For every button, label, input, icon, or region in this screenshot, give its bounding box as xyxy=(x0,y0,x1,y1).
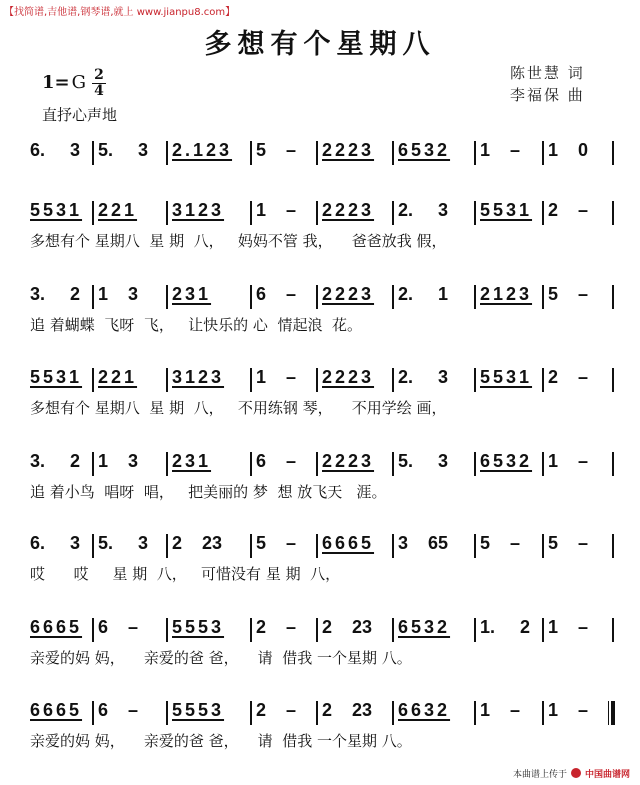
key-prefix: 1= xyxy=(42,72,70,93)
lyrics-line: 追 着蝴蝶 飞呀 飞， 让快乐的 心 情起浪 花。 xyxy=(30,316,362,334)
upload-note: 本曲谱上传于 xyxy=(512,770,567,780)
barline xyxy=(474,534,476,558)
lyrics-line: 哎 哎 星 期 八， 可惜没有 星 期 八， xyxy=(30,565,341,583)
barline xyxy=(250,285,252,309)
barline xyxy=(542,368,544,392)
barline xyxy=(612,285,614,309)
measure: 1 – xyxy=(480,140,521,160)
measure: 2.123 xyxy=(172,140,233,160)
barline xyxy=(166,201,168,225)
measure: 2 – xyxy=(548,200,589,220)
measure: 6 – xyxy=(256,284,297,304)
score-line xyxy=(0,284,640,344)
barline xyxy=(92,201,94,225)
measure: 2223 xyxy=(322,140,375,160)
measure: 1 3 xyxy=(98,284,139,304)
barline xyxy=(166,618,168,642)
measure: 2 – xyxy=(256,617,297,637)
time-top: 2 xyxy=(94,67,104,83)
barline xyxy=(250,141,252,165)
measure: 5 – xyxy=(256,140,297,160)
measure: 2. 1 xyxy=(398,284,449,304)
measure: 5531 xyxy=(30,367,83,387)
barline xyxy=(92,618,94,642)
barline xyxy=(542,701,544,725)
lyrics-line: 亲爱的妈 妈， 亲爱的爸 爸， 请 借我 一个星期 八。 xyxy=(30,649,412,667)
tempo-marking: 直抒心声地 xyxy=(42,106,118,124)
barline xyxy=(612,452,614,476)
measure: 2 – xyxy=(256,700,297,720)
song-title: 多想有个星期八 xyxy=(204,29,436,60)
barline xyxy=(474,141,476,165)
measure: 2223 xyxy=(322,284,375,304)
barline xyxy=(474,201,476,225)
barline xyxy=(474,285,476,309)
barline xyxy=(92,452,94,476)
barline xyxy=(612,368,614,392)
measure: 2. 3 xyxy=(398,200,449,220)
measure: 5553 xyxy=(172,700,225,720)
barline xyxy=(166,368,168,392)
measure: 5531 xyxy=(480,200,533,220)
barline xyxy=(392,285,394,309)
barline xyxy=(166,534,168,558)
measure: 5531 xyxy=(480,367,533,387)
measure: 5 – xyxy=(256,533,297,553)
measure: 1 – xyxy=(548,617,589,637)
barline xyxy=(316,368,318,392)
barline xyxy=(250,618,252,642)
measure: 6 – xyxy=(98,617,139,637)
barline xyxy=(250,701,252,725)
score-line xyxy=(0,140,640,200)
lyrics-line: 多想有个 星期八 星 期 八， 妈妈不管 我， 爸爸放我 假， xyxy=(30,232,447,250)
lyrics-line: 追 着小鸟 唱呀 唱， 把美丽的 梦 想 放飞天 涯。 xyxy=(30,483,387,501)
barline xyxy=(612,201,614,225)
barline xyxy=(92,368,94,392)
measure: 2 23 xyxy=(322,617,373,637)
lyrics-line: 多想有个 星期八 星 期 八， 不用练钢 琴， 不用学绘 画， xyxy=(30,399,447,417)
barline xyxy=(92,141,94,165)
score-line xyxy=(0,533,640,593)
barline xyxy=(392,701,394,725)
barline xyxy=(250,368,252,392)
measure: 2123 xyxy=(480,284,533,304)
measure: 2223 xyxy=(322,200,375,220)
measure: 6532 xyxy=(480,451,533,471)
barline xyxy=(542,534,544,558)
measure: 1 0 xyxy=(548,140,589,160)
barline xyxy=(474,701,476,725)
measure: 221 xyxy=(98,200,138,220)
time-signature xyxy=(92,68,106,99)
barline xyxy=(316,141,318,165)
measure: 5. 3 xyxy=(98,533,149,553)
barline xyxy=(392,201,394,225)
measure: 6532 xyxy=(398,617,451,637)
barline xyxy=(542,285,544,309)
measure: 2223 xyxy=(322,451,375,471)
measure: 6 – xyxy=(256,451,297,471)
measure: 5531 xyxy=(30,200,83,220)
measure: 5553 xyxy=(172,617,225,637)
measure: 221 xyxy=(98,367,138,387)
key-note: G xyxy=(71,72,86,93)
barline xyxy=(250,452,252,476)
measure: 6665 xyxy=(322,533,375,553)
measure: 3. 2 xyxy=(30,451,81,471)
measure: 3123 xyxy=(172,367,225,387)
score-line xyxy=(0,367,640,427)
barline xyxy=(92,285,94,309)
barline xyxy=(474,618,476,642)
composer-credit: 李福保 曲 xyxy=(510,86,585,104)
measure: 5 – xyxy=(480,533,521,553)
measure: 6665 xyxy=(30,617,83,637)
measure: 6. 3 xyxy=(30,140,81,160)
measure: 5 – xyxy=(548,284,589,304)
measure: 1 3 xyxy=(98,451,139,471)
measure: 2 23 xyxy=(172,533,223,553)
barline xyxy=(316,285,318,309)
barline xyxy=(250,201,252,225)
site-logo-icon xyxy=(571,768,581,778)
barline xyxy=(250,534,252,558)
barline xyxy=(542,141,544,165)
barline xyxy=(542,618,544,642)
barline xyxy=(316,618,318,642)
barline xyxy=(316,452,318,476)
time-bottom: 4 xyxy=(92,83,106,99)
score-line xyxy=(0,700,640,760)
measure: 6632 xyxy=(398,700,451,720)
barline xyxy=(474,452,476,476)
lyrics-line: 亲爱的妈 妈， 亲爱的爸 爸， 请 借我 一个星期 八。 xyxy=(30,732,412,750)
measure: 2 – xyxy=(548,367,589,387)
final-barline xyxy=(608,701,615,725)
barline xyxy=(474,368,476,392)
measure: 6532 xyxy=(398,140,451,160)
barline xyxy=(316,534,318,558)
measure: 2 23 xyxy=(322,700,373,720)
measure: 6665 xyxy=(30,700,83,720)
barline xyxy=(316,201,318,225)
barline xyxy=(392,368,394,392)
barline xyxy=(612,618,614,642)
barline xyxy=(166,285,168,309)
measure: 1 – xyxy=(256,367,297,387)
barline xyxy=(542,201,544,225)
measure: 1 – xyxy=(548,451,589,471)
barline xyxy=(92,701,94,725)
measure: 3123 xyxy=(172,200,225,220)
measure: 1 – xyxy=(256,200,297,220)
measure: 2. 3 xyxy=(398,367,449,387)
barline xyxy=(392,452,394,476)
key-signature xyxy=(42,72,86,93)
measure: 231 xyxy=(172,284,212,304)
barline xyxy=(166,452,168,476)
measure: 1 – xyxy=(548,700,589,720)
measure: 5. 3 xyxy=(98,140,149,160)
measure: 6. 3 xyxy=(30,533,81,553)
barline xyxy=(166,141,168,165)
lyricist-credit: 陈世慧 词 xyxy=(510,64,585,82)
site-banner[interactable]: 【找简谱,吉他谱,钢琴谱,就上 www.jianpu8.com】 xyxy=(4,7,236,18)
measure: 1 – xyxy=(480,700,521,720)
barline xyxy=(92,534,94,558)
measure: 6 – xyxy=(98,700,139,720)
score-line xyxy=(0,200,640,260)
barline xyxy=(166,701,168,725)
measure: 231 xyxy=(172,451,212,471)
barline xyxy=(612,141,614,165)
measure: 2223 xyxy=(322,367,375,387)
site-name[interactable]: 中国曲谱网 xyxy=(584,770,630,780)
barline xyxy=(392,534,394,558)
measure: 3 65 xyxy=(398,533,449,553)
barline xyxy=(392,618,394,642)
measure: 5. 3 xyxy=(398,451,449,471)
measure: 3. 2 xyxy=(30,284,81,304)
measure: 5 – xyxy=(548,533,589,553)
barline xyxy=(612,534,614,558)
barline xyxy=(542,452,544,476)
measure: 1. 2 xyxy=(480,617,531,637)
barline xyxy=(392,141,394,165)
footer xyxy=(513,767,630,780)
score-line xyxy=(0,617,640,677)
score-line xyxy=(0,451,640,511)
barline xyxy=(316,701,318,725)
